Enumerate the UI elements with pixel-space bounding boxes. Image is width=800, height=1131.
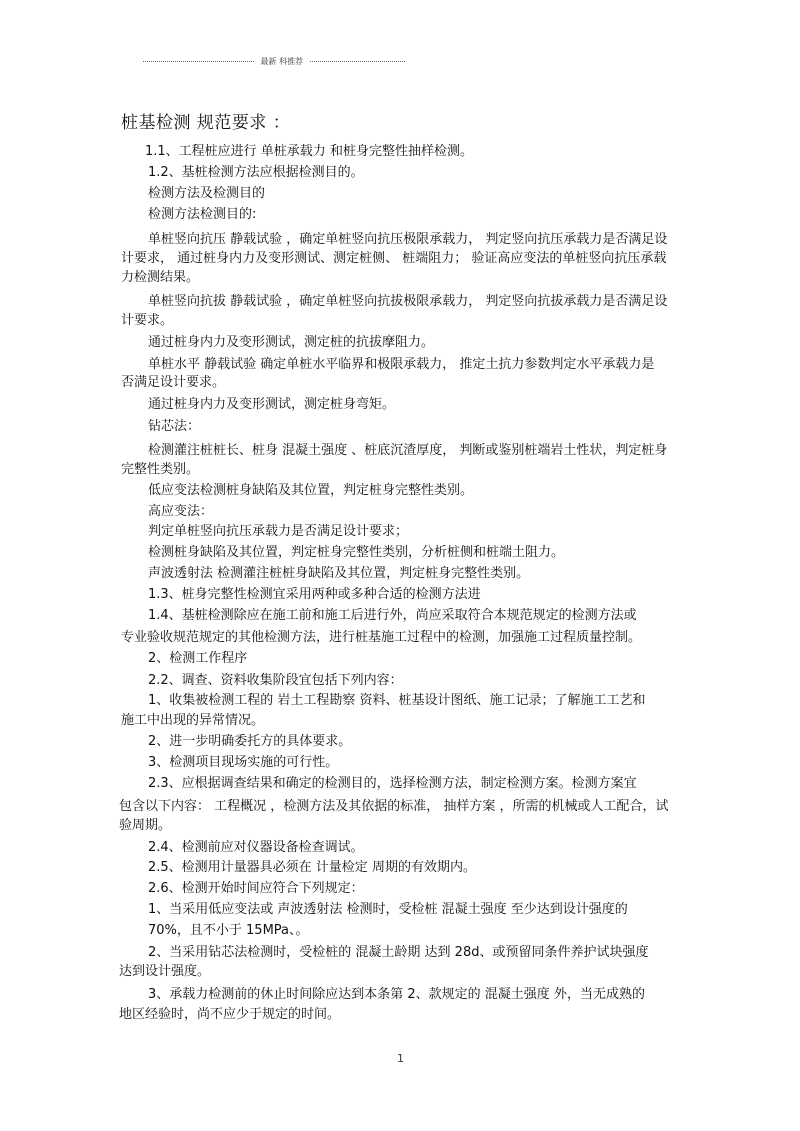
paragraph-line: 通过桩身内力及变形测试，测定桩的抗拔摩阻力。 bbox=[148, 335, 435, 350]
paragraph-line: 完整性类别。 bbox=[121, 462, 200, 477]
paragraph-line: 单桩竖向抗压 静载试验 ，确定单桩竖向抗压极限承载力， 判定竖向抗压承载力是否满足设 bbox=[148, 232, 668, 247]
paragraph-line: 钻芯法： bbox=[148, 419, 201, 434]
paragraph-line: 单桩竖向抗拔 静载试验 ，确定单桩竖向抗拔极限承载力， 判定竖向抗拔承载力是否满足设 bbox=[148, 294, 668, 309]
page-number: 1 bbox=[397, 1052, 404, 1065]
paragraph-line: 1.4、基桩检测除应在施工前和施工后进行外，尚应采取符合本规范规定的检测方法或 bbox=[148, 608, 637, 623]
paragraph-line: 检测灌注桩桩长、桩身 混凝土强度 、桩底沉渣厚度， 判断或鉴别桩端岩土性状，判定桩身 bbox=[148, 443, 668, 458]
paragraph-line: 1.2、基桩检测方法应根据检测目的。 bbox=[148, 165, 364, 180]
paragraph-line: 1.1、工程桩应进行 单桩承载力 和桩身完整性抽样检测。 bbox=[145, 144, 473, 159]
paragraph-line: 检测方法及检测目的 bbox=[148, 186, 266, 201]
paragraph-line: 包含以下内容： 工程概况 ，检测方法及其依据的标准， 抽样方案 ，所需的机械或人工配合，试 bbox=[119, 799, 669, 814]
page-header bbox=[143, 56, 408, 68]
paragraph-line: 2、进一步明确委托方的具体要求。 bbox=[148, 734, 352, 749]
paragraph-line: 2.5、检测用计量器具必须在 计量检定 周期的有效期内。 bbox=[148, 860, 476, 875]
document-title: 桩基检测 规范要求 ： bbox=[121, 113, 291, 133]
paragraph-line: 2.6、检测开始时间应符合下列规定： bbox=[148, 881, 364, 896]
header-dotted-rule-left bbox=[143, 61, 254, 63]
paragraph-line: 施工中出现的异常情况。 bbox=[121, 713, 265, 728]
paragraph-line: 判定单桩竖向抗压承载力是否满足设计要求； bbox=[148, 524, 409, 539]
paragraph-line: 验周期。 bbox=[119, 818, 172, 833]
paragraph-line: 2、当采用钻芯法检测时，受检桩的 混凝土龄期 达到 28d、或预留同条件养护试块强度 bbox=[148, 945, 649, 960]
paragraph-line: 3、承载力检测前的休止时间除应达到本条第 2、款规定的 混凝土强度 外，当无成熟的 bbox=[148, 987, 645, 1002]
paragraph-line: 通过桩身内力及变形测试，测定桩身弯矩。 bbox=[148, 397, 396, 412]
paragraph-line: 计要求。 bbox=[121, 313, 174, 328]
paragraph-line: 检测方法检测目的: bbox=[148, 207, 257, 222]
header-label: 最新 科推荐 bbox=[260, 57, 304, 66]
paragraph-line: 声波透射法 检测灌注桩桩身缺陷及其位置，判定桩身完整性类别。 bbox=[148, 566, 530, 581]
paragraph-line: 高应变法： bbox=[148, 504, 214, 519]
paragraph-line: 2.2、调查、资料收集阶段宜包括下列内容： bbox=[148, 673, 403, 688]
paragraph-line: 地区经验时，尚不应少于规定的时间。 bbox=[119, 1007, 341, 1022]
paragraph-line: 低应变法检测桩身缺陷及其位置，判定桩身完整性类别。 bbox=[148, 483, 474, 498]
paragraph-line: 单桩水平 静载试验 确定单桩水平临界和极限承载力， 推定土抗力参数判定水平承载力是 bbox=[148, 357, 655, 372]
paragraph-line: 专业验收规范规定的其他检测方法，进行桩基施工过程中的检测，加强施工过程质量控制。 bbox=[121, 630, 642, 645]
paragraph-line: 力检测结果。 bbox=[121, 270, 200, 285]
paragraph-line: 计要求， 通过桩身内力及变形测试、测定桩侧、 桩端阻力； 验证高应变法的单桩竖向抗压承载 bbox=[121, 251, 667, 266]
paragraph-line: 2.4、检测前应对仪器设备检查调试。 bbox=[148, 840, 364, 855]
paragraph-line: 3、检测项目现场实施的可行性。 bbox=[148, 755, 339, 770]
paragraph-line: 达到设计强度。 bbox=[119, 964, 211, 979]
paragraph-line: 70%，且不小于 15MPa、。 bbox=[148, 923, 309, 938]
paragraph-line: 否满足设计要求。 bbox=[121, 375, 226, 390]
header-dotted-rule-right bbox=[310, 61, 405, 63]
paragraph-line: 1.3、桩身完整性检测宜采用两种或多种合适的检测方法进 bbox=[148, 587, 481, 602]
paragraph-line: 1、收集被检测工程的 岩土工程勘察 资料、桩基设计图纸、施工记录；了解施工工艺和 bbox=[148, 693, 646, 708]
paragraph-line: 检测桩身缺陷及其位置，判定桩身完整性类别，分析桩侧和桩端土阻力。 bbox=[148, 545, 565, 560]
paragraph-line: 2.3、应根据调查结果和确定的检测目的，选择检测方法，制定检测方案。检测方案宜 bbox=[148, 776, 637, 791]
paragraph-line: 1、当采用低应变法或 声波透射法 检测时，受检桩 混凝土强度 至少达到设计强度的 bbox=[148, 902, 628, 917]
paragraph-line: 2、检测工作程序 bbox=[148, 651, 248, 666]
